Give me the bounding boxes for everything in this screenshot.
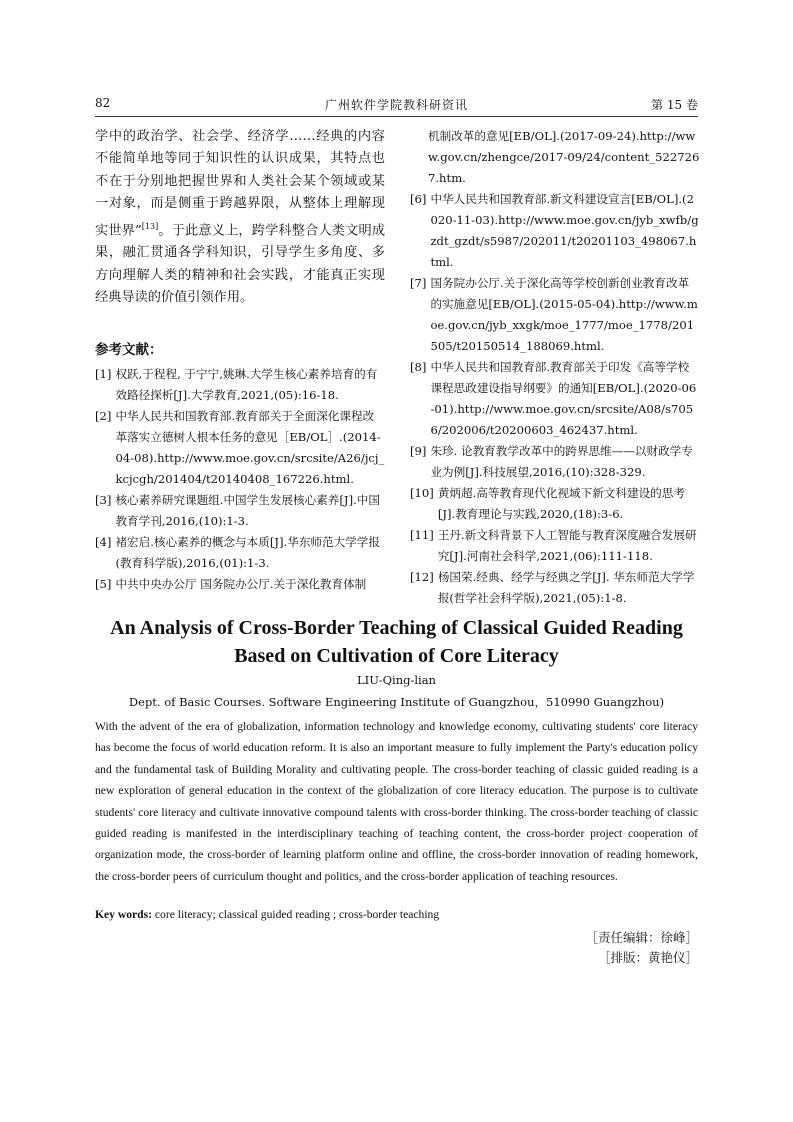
reference-item [410, 441, 700, 483]
editor-credits [585, 928, 698, 968]
reference-item [95, 532, 385, 574]
left-column [95, 126, 385, 595]
reference-item [95, 574, 385, 595]
keywords-text: core literacy; classical guided reading ; cross-border teaching [152, 908, 440, 921]
english-abstract: With the advent of the era of globalization, information technology and knowledge economy, cultivating students' core literacy has become the focus of world education reform. It is also an important measure to fully implement the Party's education policy and the fundamental task of Building Morality and cultivating people. The cross-border teaching of classic guided reading is a new exploration of general education in the context of the globalization of core literacy education. The purpose is to cultivate students' core literacy and cultivate innovative compound talents with cross-border thinking. The cross-border teaching of classic guided reading is manifested in the interdisciplinary teaching of teaching content, the cross-border project cooperation of organization mode, the cross-border of learning platform online and offline, the cross-border innovation of reading homework, the cross-border peers of curriculum thought and politics, and the cross-border application of teaching resources. [95, 720, 698, 883]
reference-number: [8] [410, 360, 427, 374]
english-author: LIU-Qing-lian [357, 673, 436, 687]
running-header [95, 96, 698, 116]
reference-text: 杨国荣.经典、经学与经典之学[J]. 华东师范大学学报(哲学社会科学版),2021,(05):1-8. [437, 570, 695, 605]
reference-text: 褚宏启.核心素养的概念与本质[J].华东师范大学学报(教育科学版),2016,(01):1-3. [115, 534, 380, 570]
reference-text: 中华人民共和国教育部.新文科建设宣言[EB/OL].(2020-11-03).http://www.moe.gov.cn/jyb_xwfb/gzdt_gzdt/s5987/202011/t20201103_498067.html. [430, 192, 699, 269]
references-heading: 参考文献： [95, 341, 163, 358]
english-affiliation: Dept. of Basic Courses. Software Engineering Institute of Guangzhou，510990 Guangzhou) [128, 695, 665, 709]
reference-number: [3] [95, 492, 112, 507]
reference-text: 黄炳超.高等教育现代化视域下新文科建设的思考[J].教育理论与实践,2020,(18):3-6. [437, 486, 685, 521]
reference-item [95, 406, 385, 490]
reference-number: [1] [95, 366, 112, 381]
reference-text: 朱珍. 论教育教学改革中的跨界思维——以财政学专业为例[J].科技展望,2016,(10):328-329. [430, 444, 693, 479]
reference-number: [9] [410, 444, 427, 458]
paragraph-text: 学中的政治学、社会学、经济学……经典的内容不能简单地等同于知识性的认识成果，其特点也不在于分别地把握世界和人类社会某个领域或某一对象，而是侧重于跨越界限，从整体上理解现实世界” [95, 129, 385, 239]
volume-number: 第 15 卷 [651, 98, 698, 112]
keywords-label: Key words: [95, 908, 152, 921]
body-paragraph [95, 126, 385, 310]
reference-text: 中华人民共和国教育部.教育部关于印发《高等学校课程思政建设指导纲要》的通知[EB/OL].(2020-06-01).http://www.moe.gov.cn/srcsite/A08/s7056/202006/t20200603_462437.html. [430, 360, 697, 437]
reference-item [410, 483, 700, 525]
reference-text: 权跃,于程程, 于宁宁,姚琳.大学生核心素养培育的有效路径探析[J].大学教育,2021,(05):16-18. [115, 366, 378, 402]
english-title-line1: An Analysis of Cross-Border Teaching of Classical Guided Reading [110, 617, 683, 639]
header-rule [95, 116, 698, 117]
reference-number: [4] [95, 534, 112, 549]
reference-number: [10] [410, 486, 434, 500]
reference-number: [5] [95, 576, 112, 591]
reference-number: [11] [410, 528, 434, 542]
reference-item [410, 189, 700, 273]
reference-item [410, 357, 700, 441]
reference-item [95, 364, 385, 406]
reference-item [95, 490, 385, 532]
journal-name: 广州软件学院教科研资讯 [324, 98, 468, 112]
reference-text: 国务院办公厅.关于深化高等学校创新创业教育改革的实施意见[EB/OL].(2015-05-04).http://www.moe.gov.cn/jyb_xxgk/moe_1777/moe_1778/201505/t20150514_188069.html. [430, 276, 698, 353]
responsible-editor: ［责任编辑：徐峰］ [585, 930, 698, 945]
reference-item [410, 273, 700, 357]
paragraph-text-end: 。于此意义上，跨学科整合人类文明成果，融汇贯通各学科知识，引导学生多角度、多方向理解人类的精神和社会实践，才能真正实现经典导读的价值引领作用。 [95, 223, 386, 306]
reference-number: [12] [410, 570, 434, 584]
english-keywords [95, 906, 698, 924]
english-title-line2: Based on Cultivation of Core Literacy [234, 645, 559, 667]
reference-number: [2] [95, 408, 112, 423]
reference-number: [7] [410, 276, 427, 290]
reference-text: 中共中央办公厅 国务院办公厅.关于深化教育体制 [115, 576, 367, 591]
reference-continuation [410, 126, 700, 189]
page-number: 82 [95, 96, 111, 110]
reference-number: [6] [410, 192, 427, 206]
right-column [410, 126, 700, 609]
reference-text: 中华人民共和国教育部.教育部关于全面深化课程改革落实立德树人根本任务的意见［EB/OL］.(2014-04-08).http://www.moe.gov.cn/srcsite/A26/jcj_kcjcgh/201404/t20140408_167226.html. [115, 408, 385, 486]
reference-text: 机制改革的意见[EB/OL].(2017-09-24).http://www.gov.cn/zhengce/2017-09/24/content_5227267.htm. [428, 129, 700, 185]
english-title [95, 614, 698, 670]
citation-marker: [13] [141, 221, 159, 231]
reference-text: 王丹.新文科背景下人工智能与教育深度融合发展研究[J].河南社会科学,2021,(06):111-118. [437, 528, 697, 563]
reference-text: 核心素养研究课题组.中国学生发展核心素养[J].中国教育学刊,2016,(10):1-3. [115, 492, 380, 528]
reference-item [410, 567, 700, 609]
reference-item [410, 525, 700, 567]
layout-editor: ［排版：黄艳仪］ [597, 950, 698, 965]
